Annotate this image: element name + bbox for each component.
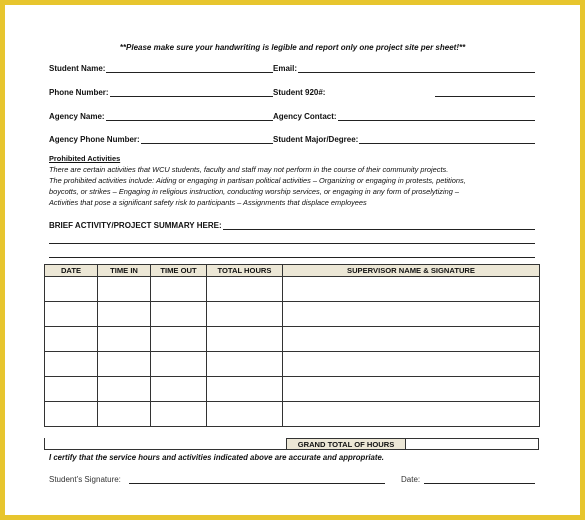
student-major-line[interactable] — [359, 134, 535, 144]
agency-contact-field[interactable] — [273, 109, 535, 121]
table-cell[interactable] — [151, 377, 207, 402]
column-header: DATE — [45, 265, 98, 277]
summary-line[interactable] — [223, 220, 535, 230]
date-label: Date: — [401, 475, 421, 484]
grand-total-value[interactable] — [406, 438, 539, 450]
table-cell[interactable] — [283, 402, 540, 427]
phone-field[interactable] — [49, 85, 273, 97]
activity-summary — [49, 218, 535, 258]
table-cell[interactable] — [45, 377, 98, 402]
column-header: TOTAL HOURS — [207, 265, 283, 277]
student-920-line[interactable] — [435, 87, 535, 97]
student-name-label: Student Name: — [49, 64, 106, 73]
agency-phone-label: Agency Phone Number: — [49, 135, 140, 144]
summary-line[interactable] — [49, 244, 535, 258]
summary-line[interactable] — [49, 230, 535, 244]
table-cell[interactable] — [151, 352, 207, 377]
agency-name-line[interactable] — [106, 111, 273, 121]
signature-label: Student’s Signature: — [49, 475, 121, 484]
email-field[interactable] — [273, 61, 535, 73]
prohibited-line: boycotts, or strikes – Engaging in religious instruction, conducting worship services, or engaging in any form of proselytizing – — [49, 187, 459, 196]
table-cell[interactable] — [283, 377, 540, 402]
student-name-line[interactable] — [106, 63, 273, 73]
summary-label: BRIEF ACTIVITY/PROJECT SUMMARY HERE: — [49, 221, 222, 230]
table-cell[interactable] — [283, 302, 540, 327]
table-cell[interactable] — [207, 377, 283, 402]
agency-contact-label: Agency Contact: — [273, 112, 337, 121]
email-line[interactable] — [298, 63, 535, 73]
agency-phone-field[interactable] — [49, 132, 273, 144]
table-cell[interactable] — [207, 352, 283, 377]
student-major-label: Student Major/Degree: — [273, 135, 359, 144]
student-name-field[interactable] — [49, 61, 273, 73]
student-920-field[interactable] — [273, 85, 535, 97]
table-cell[interactable] — [207, 277, 283, 302]
column-header: TIME IN — [98, 265, 151, 277]
prohibited-heading: Prohibited Activities — [49, 154, 121, 163]
agency-name-label: Agency Name: — [49, 112, 105, 121]
prohibited-line: The prohibited activities include: Aiding or engaging in partisan political activities – Organizing or engaging in protests, petitions, — [49, 176, 466, 185]
table-row — [45, 377, 540, 402]
grand-total-label: GRAND TOTAL OF HOURS — [286, 438, 406, 450]
table-cell[interactable] — [45, 327, 98, 352]
table-cell[interactable] — [151, 327, 207, 352]
grand-total-row — [44, 438, 539, 450]
student-920-label: Student 920#: — [273, 88, 326, 97]
certification-statement: I certify that the service hours and activities indicated above are accurate and appropriate. — [49, 453, 384, 462]
table-header-row — [45, 265, 540, 277]
table-row — [45, 352, 540, 377]
date-field[interactable] — [401, 472, 535, 484]
table-cell[interactable] — [98, 327, 151, 352]
prohibited-line: Activities that pose a significant safety risk to participants – Assignments that displace employees — [49, 198, 367, 207]
prohibited-line: There are certain activities that WCU students, faculty and staff may not perform in the course of their community projects. — [49, 165, 449, 174]
table-cell[interactable] — [207, 302, 283, 327]
prohibited-activities — [49, 153, 539, 208]
table-cell[interactable] — [283, 327, 540, 352]
agency-name-field[interactable] — [49, 109, 273, 121]
table-cell[interactable] — [98, 302, 151, 327]
table-cell[interactable] — [151, 302, 207, 327]
table-cell[interactable] — [98, 352, 151, 377]
table-cell[interactable] — [45, 277, 98, 302]
table-cell[interactable] — [283, 352, 540, 377]
agency-phone-line[interactable] — [141, 134, 273, 144]
signature-field[interactable] — [49, 472, 385, 484]
phone-label: Phone Number: — [49, 88, 109, 97]
signature-line[interactable] — [129, 474, 385, 484]
agency-contact-line[interactable] — [338, 111, 535, 121]
column-header: TIME OUT — [151, 265, 207, 277]
table-row — [45, 302, 540, 327]
phone-line[interactable] — [110, 87, 273, 97]
table-cell[interactable] — [98, 402, 151, 427]
table-cell[interactable] — [283, 277, 540, 302]
table-cell[interactable] — [207, 402, 283, 427]
table-cell[interactable] — [45, 352, 98, 377]
grand-total-spacer — [44, 438, 286, 450]
summary-field[interactable] — [49, 218, 535, 230]
hours-log-table — [44, 264, 540, 427]
service-hours-form — [5, 5, 580, 515]
table-cell[interactable] — [45, 402, 98, 427]
table-cell[interactable] — [98, 277, 151, 302]
table-cell[interactable] — [207, 327, 283, 352]
table-row — [45, 327, 540, 352]
table-cell[interactable] — [151, 277, 207, 302]
table-row — [45, 277, 540, 302]
table-row — [45, 402, 540, 427]
student-major-field[interactable] — [273, 132, 535, 144]
instruction-note: **Please make sure your handwriting is legible and report only one project site per sheet!** — [119, 43, 466, 52]
column-header: SUPERVISOR NAME & SIGNATURE — [283, 265, 540, 277]
table-cell[interactable] — [45, 302, 98, 327]
table-cell[interactable] — [98, 377, 151, 402]
email-label: Email: — [273, 64, 298, 73]
table-cell[interactable] — [151, 402, 207, 427]
date-line[interactable] — [424, 474, 535, 484]
